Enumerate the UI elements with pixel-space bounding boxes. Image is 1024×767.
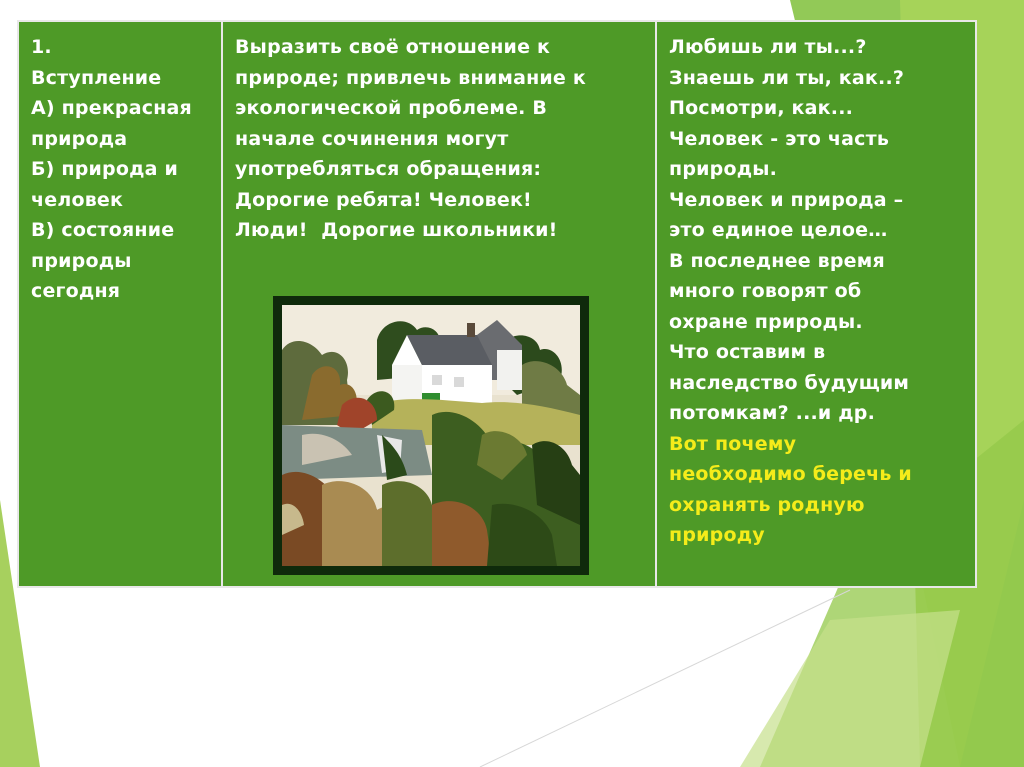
plan-line: Б) природа и bbox=[31, 158, 178, 180]
phrase-line: потомкам? ...и др. bbox=[669, 402, 876, 424]
phrase-line: охране природы. bbox=[669, 310, 863, 333]
cell-plan bbox=[18, 21, 222, 587]
goal-line: экологической проблеме. В bbox=[235, 97, 548, 119]
goal-line: Дорогие ребята! Человек! bbox=[235, 188, 532, 211]
highlight-line: охранять родную bbox=[669, 493, 865, 516]
phrase-line: Человек и природа – bbox=[669, 188, 904, 211]
highlight-line: Вот почему bbox=[669, 432, 797, 455]
phrase-line: Что оставим в bbox=[669, 341, 826, 363]
goal-line: Выразить своё отношение к bbox=[235, 36, 551, 58]
plan-line: В) состояние bbox=[31, 219, 175, 241]
phrase-line: Посмотри, как... bbox=[669, 97, 854, 119]
phrase-line: наследство будущим bbox=[669, 371, 910, 394]
phrase-line: много говорят об bbox=[669, 280, 862, 302]
landscape-picture bbox=[273, 296, 589, 575]
goal-line: Люди! Дорогие школьники! bbox=[235, 219, 558, 241]
plan-line: сегодня bbox=[31, 280, 121, 302]
goal-line: начале сочинения могут bbox=[235, 127, 509, 150]
plan-line: природы bbox=[31, 249, 132, 272]
phrase-line: Любишь ли ты...? bbox=[669, 36, 867, 58]
landscape-illustration bbox=[282, 305, 580, 566]
cell-phrases bbox=[656, 21, 976, 587]
phrase-line: Человек - это часть bbox=[669, 127, 890, 150]
phrase-line: природы. bbox=[669, 158, 778, 180]
highlight-line: необходимо беречь и bbox=[669, 463, 912, 485]
plan-line: А) прекрасная bbox=[31, 97, 192, 119]
goal-line: природе; привлечь внимание к bbox=[235, 66, 586, 89]
goal-line: употребляться обращения: bbox=[235, 158, 542, 180]
plan-line: Вступление bbox=[31, 66, 162, 89]
phrase-line: В последнее время bbox=[669, 249, 885, 272]
plan-line: природа bbox=[31, 127, 128, 150]
plan-line: 1. bbox=[31, 36, 52, 58]
phrase-line: Знаешь ли ты, как..? bbox=[669, 66, 905, 89]
plan-line: человек bbox=[31, 188, 124, 211]
highlight-line: природу bbox=[669, 524, 765, 546]
phrase-line: это единое целое… bbox=[669, 219, 888, 241]
